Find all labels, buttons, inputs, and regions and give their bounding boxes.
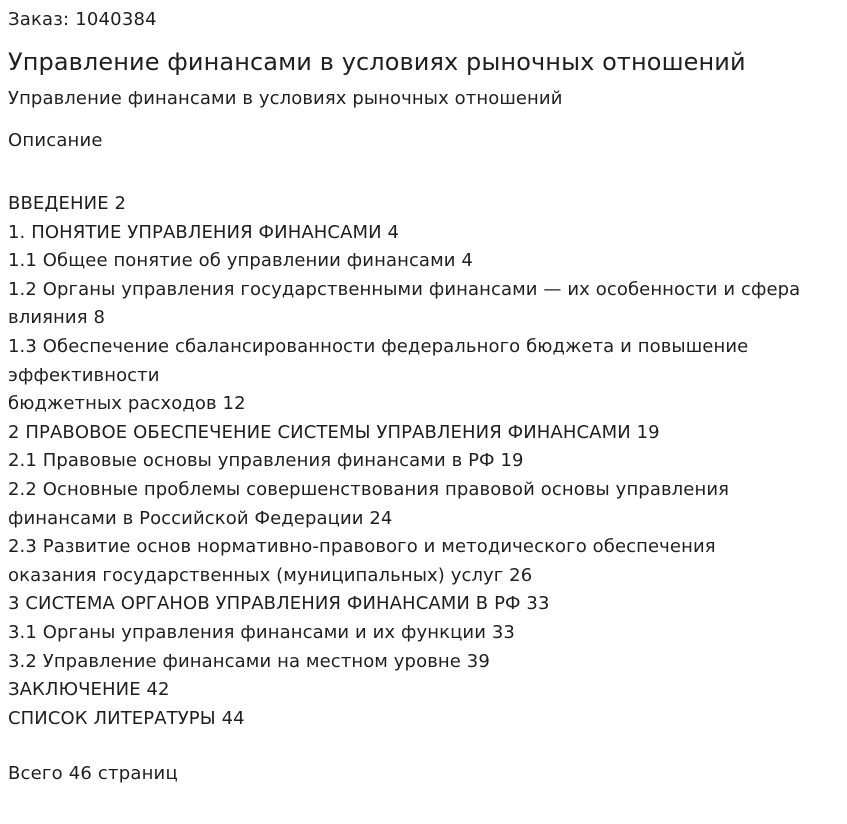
toc-line: 2.3 Развитие основ нормативно-правового и методического обеспечения (8, 536, 716, 558)
toc-line: 3.1 Органы управления финансами и их функции 33 (8, 621, 515, 643)
toc-line: ВВЕДЕНИЕ 2 (8, 193, 127, 214)
toc-line: 1.2 Органы управления государственными финансами — их особенности и сфера (8, 278, 801, 300)
toc-line: ЗАКЛЮЧЕНИЕ 42 (8, 679, 170, 701)
page-title: Управление финансами в условиях рыночных отношений (8, 48, 746, 76)
toc-line: 1.1 Общее понятие об управлении финансами 4 (8, 250, 473, 272)
toc-line: 1. ПОНЯТИЕ УПРАВЛЕНИЯ ФИНАНСАМИ 4 (8, 221, 400, 243)
total-pages: Всего 46 страниц (8, 763, 178, 784)
page-subtitle: Управление финансами в условиях рыночных отношений (8, 88, 563, 109)
toc-line: 3.2 Управление финансами на местном уровне 39 (8, 650, 490, 672)
toc-line: 2.1 Правовые основы управления финансами в РФ 19 (8, 450, 524, 472)
table-of-contents (8, 190, 843, 733)
toc-line: СПИСОК ЛИТЕРАТУРЫ 44 (8, 707, 245, 729)
toc-line: 1.3 Обеспечение сбалансированности федерального бюджета и повышение (8, 335, 749, 357)
toc-line: влияния 8 (8, 307, 106, 329)
toc-line: бюджетных расходов 12 (8, 393, 246, 415)
toc-line: 2 ПРАВОВОЕ ОБЕСПЕЧЕНИЕ СИСТЕМЫ УПРАВЛЕНИЯ ФИНАНСАМИ 19 (8, 421, 660, 443)
toc-line: оказания государственных (муниципальных) услуг 26 (8, 564, 533, 586)
description-heading: Описание (8, 130, 103, 151)
toc-line: 3 СИСТЕМА ОРГАНОВ УПРАВЛЕНИЯ ФИНАНСАМИ В РФ 33 (8, 593, 550, 615)
toc-line: финансами в Российской Федерации 24 (8, 507, 393, 529)
toc-line: 2.2 Основные проблемы совершенствования правовой основы управления (8, 478, 730, 500)
order-number: Заказ: 1040384 (8, 9, 157, 30)
toc-line: эффективности (8, 364, 160, 386)
